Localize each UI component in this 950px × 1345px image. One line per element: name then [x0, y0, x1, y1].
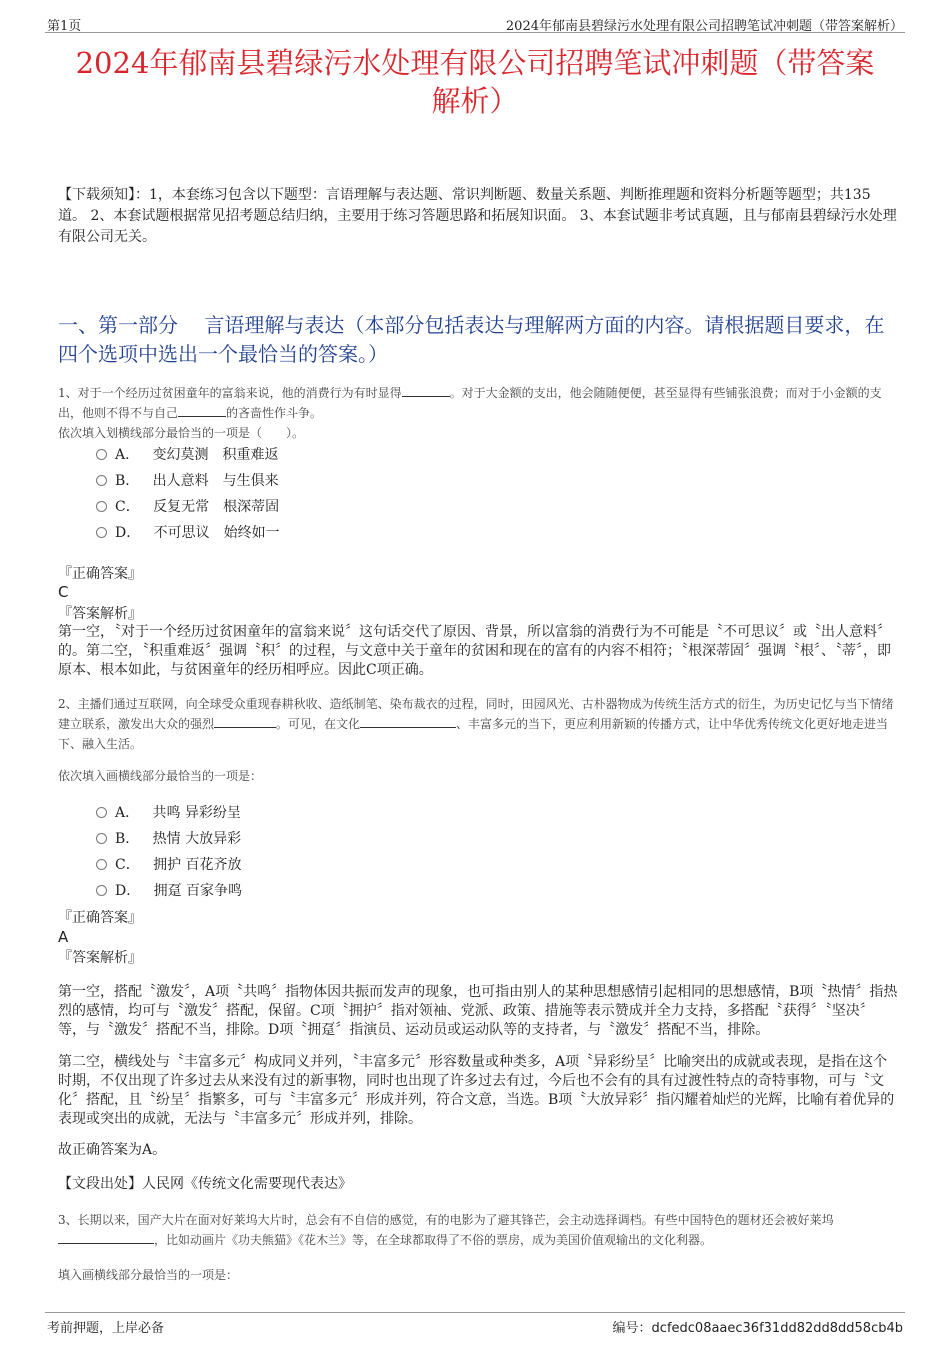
radio-icon[interactable] — [96, 859, 107, 870]
question-1-option-c[interactable]: C． 反复无常 根深蒂固 — [96, 497, 279, 517]
question-3-text: 3、长期以来，国产大片在面对好莱坞大片时，总会有不自信的感觉，有的电影为了避其锋芒，会主动选择调档。有些中国特色的题材还会被好莱坞，比如动画片《功夫熊猫》《花木兰》等，在全球都取得了不俗的票房，成为美国价值观输出的文化利器。 — [58, 1213, 834, 1247]
question-2-conclusion: 故正确答案为A。 — [58, 1142, 167, 1158]
question-1-prompt: 依次填入划横线部分最恰当的一项是（ ）。 — [58, 426, 305, 440]
document-title-line1: 2024年郁南县碧绿污水处理有限公司招聘笔试冲刺题（带答案 — [75, 46, 875, 80]
question-2-analysis-p1: 第一空，搭配〝激发〞，A项〝共鸣〞指物体因共振而发声的现象，也可指由别人的某种思想感情引起相同的思想感情，B项〝热情〞指热烈的感情，均可与〝激发〞搭配，保留。C项〝拥护〞指对领袖、党派、政策、措施等表示赞成并全力支持，多搭配〝获得〞〝坚决〞等，与〝激发〞搭配不当，排除。D项〝拥趸〞指演员、运动员或运动队等的支持者，与〝激发〞搭配不当，排除。 — [58, 984, 898, 1038]
document-title-line2: 解析） — [431, 84, 519, 118]
question-3-prompt: 填入画横线部分最恰当的一项是： — [58, 1268, 239, 1282]
question-2-option-a[interactable]: A． 共鸣 异彩纷呈 — [96, 803, 241, 823]
analysis-label: 『答案解析』 — [58, 950, 142, 966]
question-1-analysis: 第一空，〝对于一个经历过贫困童年的富翁来说〞这句话交代了原因、背景，所以富翁的消费行为不可能是〝不可思议〞或〝出人意料〞的。第二空，〝积重难返〞强调〝积〞的过程，与文意中关于童年的贫困和现在的富有的内容不相符；〝根深蒂固〞强调〝根〞、〝蒂〞，即原本、根本如此，与贫困童年的经历相呼应。因此C项正确。 — [58, 624, 891, 678]
question-2-source: 【文段出处】人民网《传统文化需要现代表达》 — [58, 1176, 352, 1192]
section-heading: 一、第一部分 言语理解与表达（本部分包括表达与理解两方面的内容。请根据题目要求，在四个选项中选出一个最恰当的答案。） — [58, 313, 885, 366]
question-1-option-a[interactable]: A． 变幻莫测 积重难返 — [96, 445, 278, 465]
blank-2 — [178, 416, 226, 417]
download-notice: 【下载须知】：1，本套练习包含以下题型：言语理解与表达题、常识判断题、数量关系题、判断推理题和资料分析题等题型；共135道。 2、本套试题根据常见招考题总结归纳，主要用于练习答题思路和拓展知识面。 3、本套试题非考试真题，且与郁南县碧绿污水处理有限公司无关。 — [58, 187, 897, 245]
correct-answer-label: 『正确答案』 — [58, 566, 142, 582]
question-1-option-b[interactable]: B． 出人意料 与生俱来 — [96, 471, 279, 491]
correct-answer-label: 『正确答案』 — [58, 910, 142, 926]
radio-icon[interactable] — [96, 527, 107, 538]
question-2-analysis-p2: 第二空，横线处与〝丰富多元〞构成同义并列，〝丰富多元〞形容数量或种类多，A项〝异彩纷呈〞比喻突出的成就或表现，是指在这个时期，不仅出现了许多过去从来没有过的新事物，同时也出现了许多过去有过，今后也不会有的具有过渡性特点的奇特事物，可与〝文化〞搭配，且〝纷呈〞指繁多，可与〝丰富多元〞形成并列，符合文意，当选。B项〝大放异彩〞指闪耀着灿烂的光辉，比喻有着优异的表现或突出的成就，无法与〝丰富多元〞形成并列，排除。 — [58, 1054, 895, 1127]
page-footer — [45, 1312, 905, 1335]
question-1-option-d[interactable]: D． 不可思议 始终如一 — [96, 523, 280, 543]
radio-icon[interactable] — [96, 885, 107, 896]
analysis-label: 『答案解析』 — [58, 606, 142, 622]
blank-1 — [402, 396, 450, 397]
radio-icon[interactable] — [96, 833, 107, 844]
question-2-option-c[interactable]: C． 拥护 百花齐放 — [96, 855, 242, 875]
question-2-option-d[interactable]: D． 拥趸 百家争鸣 — [96, 881, 242, 901]
header-doc-title: 2024年郁南县碧绿污水处理有限公司招聘笔试冲刺题（带答案解析） — [505, 19, 903, 34]
radio-icon[interactable] — [96, 475, 107, 486]
question-2-answer: A — [58, 928, 69, 946]
blank-1 — [58, 1243, 154, 1244]
radio-icon[interactable] — [96, 501, 107, 512]
radio-icon[interactable] — [96, 449, 107, 460]
footer-doc-id: 编号：dcfedc08aaec36f31dd82dd8dd58cb4b — [612, 1321, 903, 1336]
radio-icon[interactable] — [96, 807, 107, 818]
blank-2 — [360, 727, 456, 728]
question-1-text: 1、对于一个经历过贫困童年的富翁来说，他的消费行为有时显得 。对于大金额的支出，他会随随便便，甚至显得有些铺张浪费；而对于小金额的支出，他则不得不与自己 的吝啬性作斗争。 — [58, 386, 882, 420]
blank-1 — [214, 727, 276, 728]
page-number: 第1页 — [47, 19, 82, 34]
question-2-prompt: 依次填入画横线部分最恰当的一项是： — [58, 769, 263, 783]
question-2-text: 2、主播们通过互联网，向全球受众重现春耕秋收、造纸制笔、染布裁衣的过程，同时，田园风光、古朴器物成为传统生活方式的衍生，为历史记忆与当下情绪建立联系，激发出大众的强烈 。可见，在文化 、丰富多元的当下，更应利用新颖的传播方式，让中华优秀传统文化更好地走进当下、融入生活。 — [58, 697, 894, 751]
document-title — [40, 44, 910, 120]
footer-slogan: 考前押题，上岸必备 — [47, 1321, 165, 1336]
question-2-option-b[interactable]: B． 热情 大放异彩 — [96, 829, 241, 849]
question-1-answer: C — [58, 583, 69, 601]
page-header — [45, 12, 905, 33]
